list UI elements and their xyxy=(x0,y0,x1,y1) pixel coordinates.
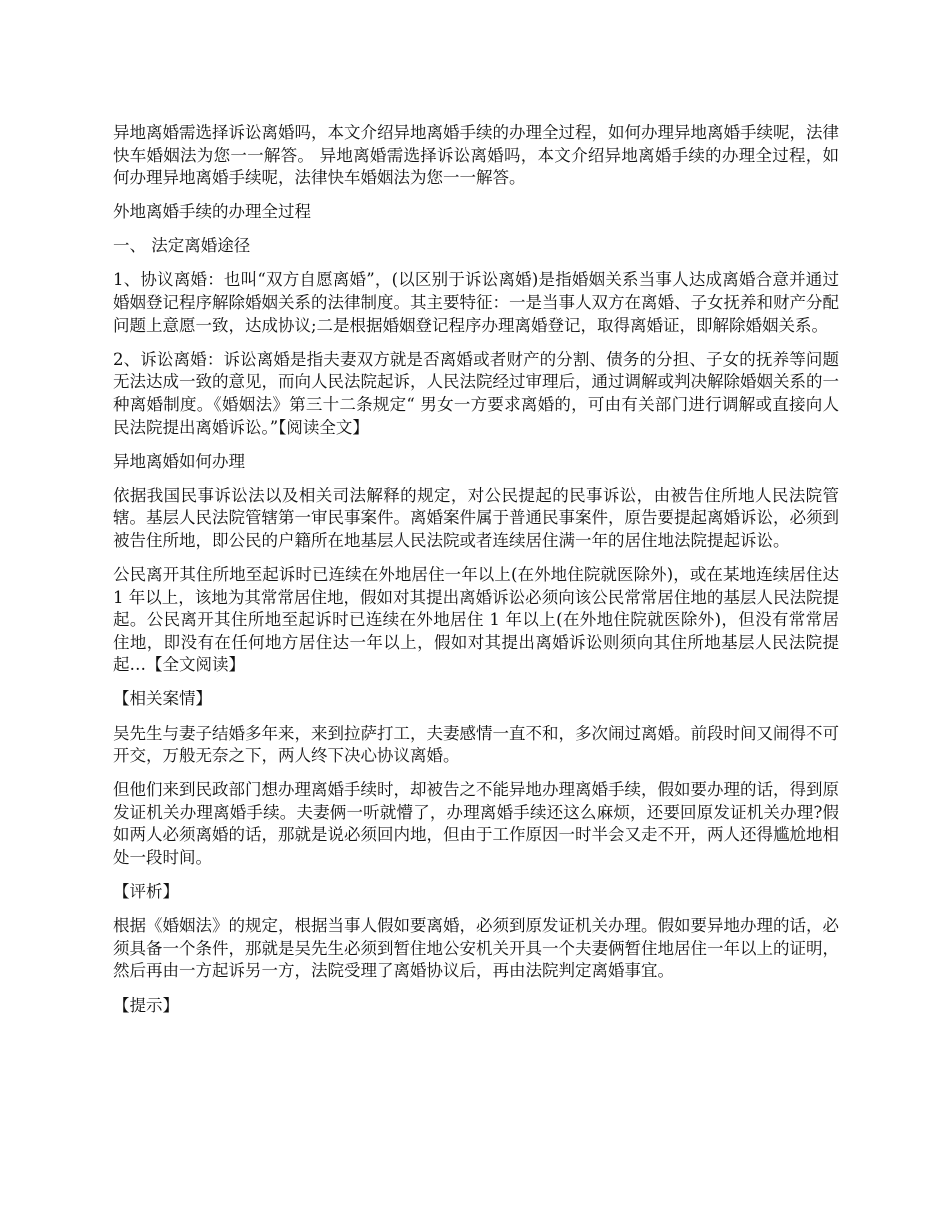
paragraph-case-problem: 但他们来到民政部门想办理离婚手续时，却被告之不能异地办理离婚手续，假如要办理的话，得到原发证机关办理离婚手续。夫妻俩一听就懵了，办理离婚手续还这么麻烦，还要回原发证机关办理?假如两人必须离婚的话，那就是说必须回内地，但由于工作原因一时半会又走不开，两人还得尴尬地相处一段时间。 xyxy=(113,780,839,868)
section-heading-remote-divorce: 异地离婚如何办理 xyxy=(113,451,245,471)
paragraph-agreement-divorce: 1、协议离婚：也叫“双方自愿离婚”，(以区别于诉讼离婚)是指婚姻关系当事人达成离婚合意并通过婚姻登记程序解除婚姻关系的法律制度。其主要特征：一是当事人双方在离婚、子女抚养和财产分配问题上意愿一致，达成协议;二是根据婚姻登记程序办理离婚登记，取得离婚证，即解除婚姻关系。 xyxy=(113,270,839,335)
paragraph-jurisdiction: 依据我国民事诉讼法以及相关司法解释的规定，对公民提起的民事诉讼，由被告住所地人民法院管辖。基层人民法院管辖第一审民事案件。离婚案件属于普通民事案件，原告要提起离婚诉讼，必须到被告住所地，即公民的户籍所在地基层人民法院或者连续居住满一年的居住地法院提起诉讼。 xyxy=(113,485,839,550)
paragraph-residence: 公民离开其住所地至起诉时已连续在外地居住一年以上(在外地住院就医除外)，或在某地连续居住达 1 年以上，该地为其常常居住地，假如对其提出离婚诉讼必须向该公民常常居住地的基层人民法院提起。公民离开其住所地至起诉时已连续在外地居住 1 年以上(在外地住院就医除外)，但没有常常居住地，即没有在任何地方居住达一年以上，假如对其提出离婚诉讼则须向其住所地基层人民法院提起…【全文阅读】 xyxy=(113,565,839,675)
heading-related-case: 【相关案情】 xyxy=(113,689,212,709)
paragraph-analysis: 根据《婚姻法》的规定，根据当事人假如要离婚，必须到原发证机关办理。假如要异地办理的话，必须具备一个条件，那就是吴先生必须到暂住地公安机关开具一个夫妻俩暂住地居住一年以上的证明，然后再由一方起诉另一方，法院受理了离婚协议后，再由法院判定离婚事宜。 xyxy=(113,916,839,981)
document-page xyxy=(113,122,839,1029)
heading-tips: 【提示】 xyxy=(113,995,179,1015)
paragraph-litigation-divorce: 2、诉讼离婚：诉讼离婚是指夫妻双方就是否离婚或者财产的分割、债务的分担、子女的抚养等问题无法达成一致的意见，而向人民法院起诉，人民法院经过审理后，通过调解或判决解除婚姻关系的一种离婚制度。《婚姻法》第三十二条规定“ 男女一方要求离婚的，可由有关部门进行调解或直接向人民法院提出离婚诉讼。”【阅读全文】 xyxy=(113,349,839,437)
paragraph-case-background: 吴先生与妻子结婚多年来，来到拉萨打工，夫妻感情一直不和，多次闹过离婚。前段时间又闹得不可开交，万般无奈之下，两人终下决心协议离婚。 xyxy=(113,723,839,766)
section-heading-process: 外地离婚手续的办理全过程 xyxy=(113,202,311,222)
heading-analysis: 【评析】 xyxy=(113,882,179,902)
subheading-legal-routes: 一、 法定离婚途径 xyxy=(113,236,251,256)
intro-paragraph: 异地离婚需选择诉讼离婚吗，本文介绍异地离婚手续的办理全过程，如何办理异地离婚手续呢，法律快车婚姻法为您一一解答。 异地离婚需选择诉讼离婚吗，本文介绍异地离婚手续的办理全过程，如何办理异地离婚手续呢，法律快车婚姻法为您一一解答。 xyxy=(113,123,839,188)
